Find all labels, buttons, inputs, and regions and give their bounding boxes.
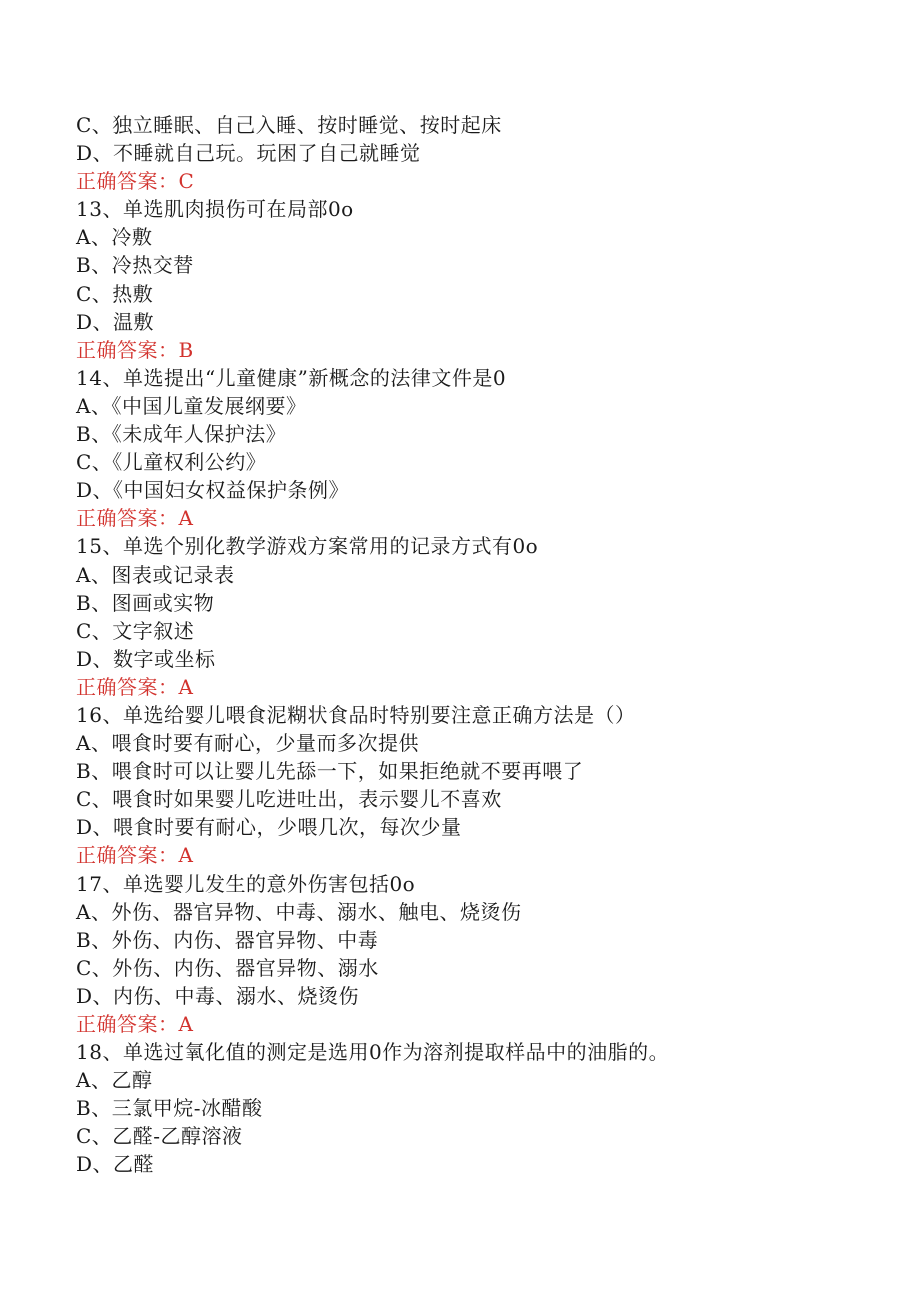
question-stem: 17、单选婴儿发生的意外伤害包括0o [76, 871, 416, 896]
answer-label: 正确答案： [76, 1012, 179, 1036]
answer-option: C、独立睡眠、自己入睡、按时睡觉、按时起床 [76, 113, 502, 137]
answer-label: 正确答案： [76, 337, 179, 362]
answer-option: B、冷热交替 [76, 253, 194, 278]
question-stem: 14、单选提出“儿童健康”新概念的法律文件是0 [76, 365, 507, 390]
answer-option: D、乙醛 [76, 1152, 155, 1177]
answer-option: A、《中国儿童发展纲要》 [76, 393, 307, 418]
question-stem: 18、单选过氧化值的测定是选用0作为溶剂提取样品中的油脂的。 [76, 1040, 670, 1065]
answer-option: D、《中国妇女权益保护条例》 [76, 478, 350, 503]
answer-option: C、外伤、内伤、器官异物、溺水 [76, 955, 379, 980]
answer-option: D、内伤、中毒、溺水、烧烫伤 [76, 983, 360, 1008]
answer-option: D、数字或坐标 [76, 646, 216, 671]
answer-option: A、喂食时要有耐心，少量而多次提供 [76, 731, 419, 756]
answer-value: A [178, 674, 194, 699]
answer-line [76, 841, 876, 869]
answer-option: C、乙醛-乙醇溶液 [76, 1124, 243, 1149]
answer-option: A、冷敷 [76, 225, 153, 250]
answer-option: B、喂食时可以让婴儿先舔一下，如果拒绝就不要再喂了 [76, 759, 584, 784]
answer-option: C、文字叙述 [76, 618, 195, 643]
answer-value: C [178, 169, 195, 194]
answer-label: 正确答案： [76, 506, 179, 531]
answer-option: B、图画或实物 [76, 590, 215, 615]
answer-option: C、热敷 [76, 281, 154, 306]
answer-option: D、喂食时要有耐心，少喂几次，每次少量 [76, 815, 462, 840]
answer-label: 正确答案： [76, 169, 179, 194]
answer-line [76, 167, 876, 195]
answer-label: 正确答案： [76, 843, 179, 868]
answer-option: C、《儿童权利公约》 [76, 450, 267, 475]
question-stem: 15、单选个别化教学游戏方案常用的记录方式有0o [76, 534, 539, 559]
answer-value: A [178, 1012, 194, 1036]
answer-value: A [178, 506, 194, 531]
answer-option: D、不睡就自己玩。玩困了自己就睡觉 [76, 141, 421, 166]
answer-option: A、外伤、器官异物、中毒、溺水、触电、烧烫伤 [76, 899, 522, 924]
question-stem: 16、单选给婴儿喂食泥糊状食品时特别要注意正确方法是（） [76, 702, 636, 727]
answer-option: D、温敷 [76, 309, 155, 334]
answer-option: A、乙醇 [76, 1068, 153, 1093]
answer-line [76, 673, 876, 701]
answer-line [76, 1010, 876, 1038]
answer-option: A、图表或记录表 [76, 562, 235, 587]
answer-value: A [178, 843, 194, 868]
answer-option: B、《未成年人保护法》 [76, 422, 287, 447]
question-list [76, 111, 876, 1179]
answer-line [76, 336, 876, 364]
answer-label: 正确答案： [76, 674, 179, 699]
answer-option: C、喂食时如果婴儿吃进吐出，表示婴儿不喜欢 [76, 787, 502, 812]
answer-option: B、外伤、内伤、器官异物、中毒 [76, 927, 379, 952]
answer-line [76, 504, 876, 532]
question-stem: 13、单选肌肉损伤可在局部0o [76, 197, 354, 222]
answer-option: B、三氯甲烷-冰醋酸 [76, 1096, 263, 1121]
answer-value: B [178, 337, 194, 362]
